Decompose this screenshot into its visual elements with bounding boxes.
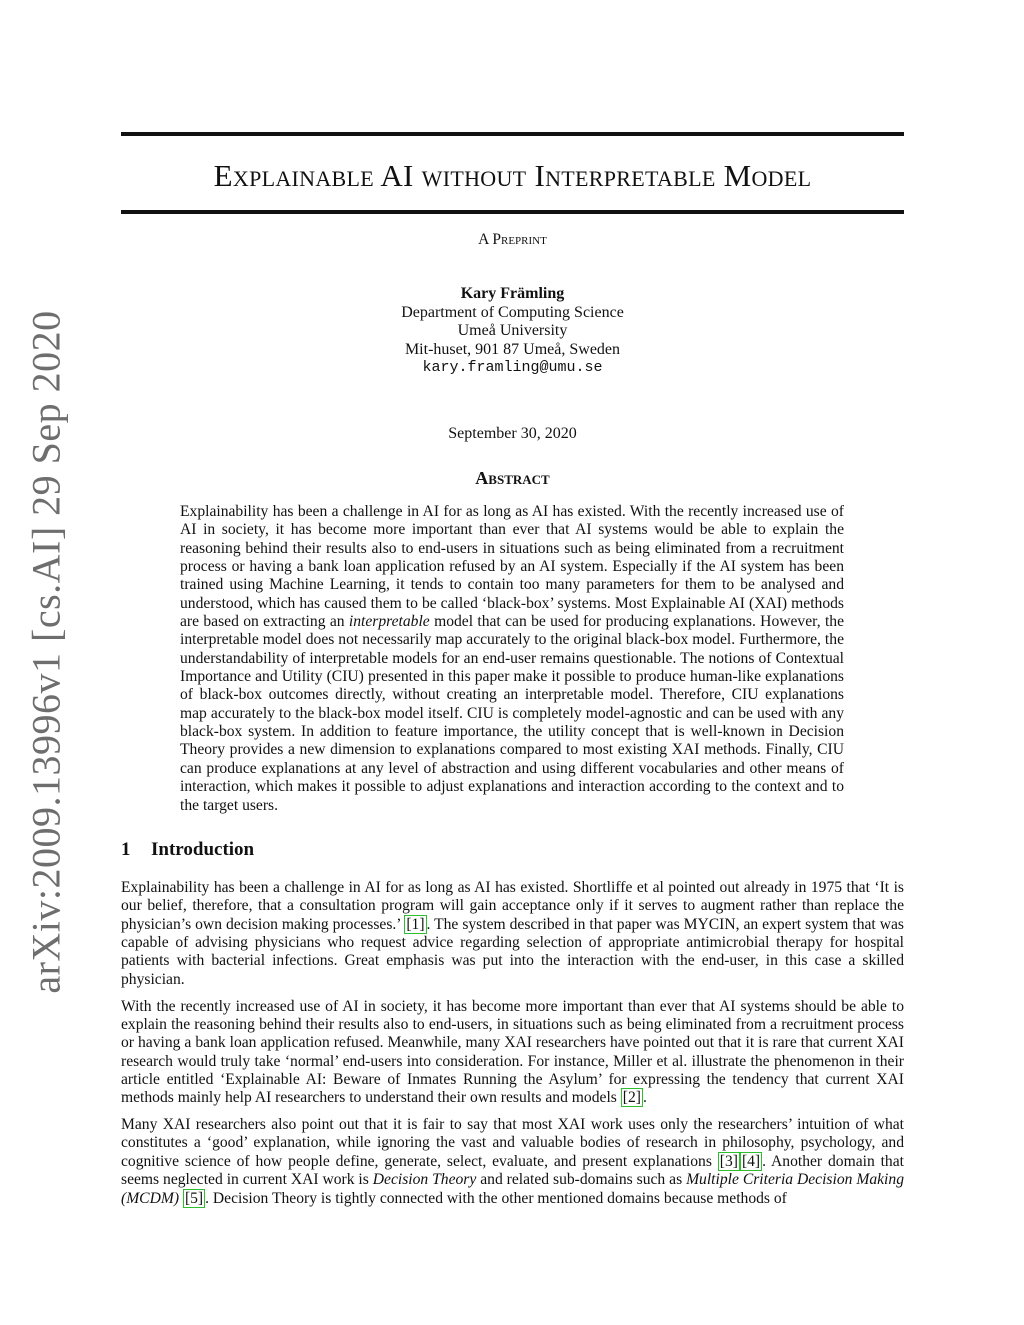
section-heading-introduction: [121, 839, 254, 861]
section-title: Introduction: [151, 839, 255, 860]
paper-title: Explainable AI without Interpretable Model: [213, 158, 812, 193]
abstract-emphasis: interpretable: [348, 613, 430, 631]
author-department: Department of Computing Science: [401, 303, 624, 321]
paragraph-2: With the recently increased use of AI in society, it has become more important than ever that AI systems should be able to explain the reasoning behind their results also to end-users, in situations such as being eliminated from a recruitment process or having a bank loan application refused. Meanwhile, many XAI researchers have pointed out that it is rare that current XAI research would truly take ‘normal’ end-users into consideration. For instance, Miller et al. illustrate the phenomenon in their article entitled ‘Explainable AI: Beware of Inmates Running the Asylum’ for expressing the tendency that current XAI methods mainly help AI researchers to understand their own results and models [2] .: [121, 997, 904, 1107]
emphasis-mcdm: Multiple Criteria Decision Making (MCDM): [121, 1171, 904, 1207]
section-number: 1: [121, 839, 131, 860]
preprint-label: A Preprint: [478, 231, 547, 248]
citation-link[interactable]: [2]: [622, 1089, 641, 1107]
emphasis-decision-theory: Decision Theory: [372, 1171, 477, 1189]
arxiv-identifier-stamp: arXiv:2009.13996v1 [cs.AI] 29 Sep 2020: [23, 310, 69, 994]
paragraph-3: Many XAI researchers also point out that it is fair to say that most XAI work uses only the researchers’ intuition of what constitutes a ‘good’ explanation, while ignoring the vast and valuable bodies of research in philosophy, psychology, and cognitive science of how people define, generate, select, evaluate, and present explanations [3] [4] . Another domain that seems neglected in current XAI work is Decision Theory and related sub-domains such as Multiple Criteria Decision Making (MCDM) [5] . Decision Theory is tightly connected with the other mentioned domains because methods of: [121, 1116, 904, 1207]
citation-link[interactable]: [4]: [741, 1152, 761, 1170]
introduction-body: [121, 879, 904, 1216]
author-name: Kary Främling: [460, 285, 565, 302]
author-university: Umeå University: [457, 322, 568, 339]
citation-link[interactable]: [1]: [406, 915, 425, 933]
title-bottom-rule: [121, 210, 904, 214]
abstract-heading: Abstract: [475, 468, 550, 488]
citation-link[interactable]: [3]: [719, 1152, 738, 1170]
publication-date: September 30, 2020: [448, 425, 577, 442]
author-address: Mit-huset, 901 87 Umeå, Sweden: [404, 340, 621, 358]
title-top-rule: [121, 132, 904, 136]
author-email[interactable]: kary.framling@umu.se: [422, 359, 603, 376]
citation-link[interactable]: [5]: [184, 1189, 204, 1207]
abstract-text: Explainability has been a challenge in AI for as long as AI has existed. With the recently increased use of AI in society, it has become more important than ever that AI systems would be able to explain the reasoning behind their results also to end-users in situations such as being eliminated from a recruitment process or having a bank loan application refused by an AI system. Especially if the AI system has been trained using Machine Learning, it tends to contain too many parameters for them to be analysed and understood, which has caused them to be called ‘black-box’ systems. Most Explainable AI (XAI) methods are based on extracting an interpretable model that can be used for producing explanations. However, the interpretable model does not necessarily map accurately to the original black-box model. Furthermore, the understandability of interpretable models for an end-user remains questionable. The notions of Contextual Importance and Utility (CIU) presented in this paper make it possible to produce human-like explanations of black-box outcomes directly, without creating an interpretable model. Therefore, CIU explanations map accurately to the black-box model itself. CIU is completely model-agnostic and can be used with any black-box system. In addition to feature importance, the utility concept that is well-known in Decision Theory provides a new dimension to explanations compared to most existing XAI methods. Finally, CIU can produce explanations at any level of abstraction and using different vocabularies and other means of interaction, which makes it possible to adjust explanations and interaction according to the context and to the target users.: [180, 503, 844, 814]
author-block: [121, 285, 904, 378]
paragraph-1: Explainability has been a challenge in AI for as long as AI has existed. Shortliffe et al pointed out already in 1975 that ‘It is our belief, therefore, that a consultation program will gain acceptance only if it serves to augment rather than replace the physician’s own decision making processes.’ [1] . The system described in that paper was MYCIN, an expert system that was capable of advising physicians who request advice regarding selection of appropriate antimicrobial therapy for hospital patients with bacterial infections. Great emphasis was put into the interaction with the end-user, in this case a skilled physician.: [121, 879, 904, 988]
